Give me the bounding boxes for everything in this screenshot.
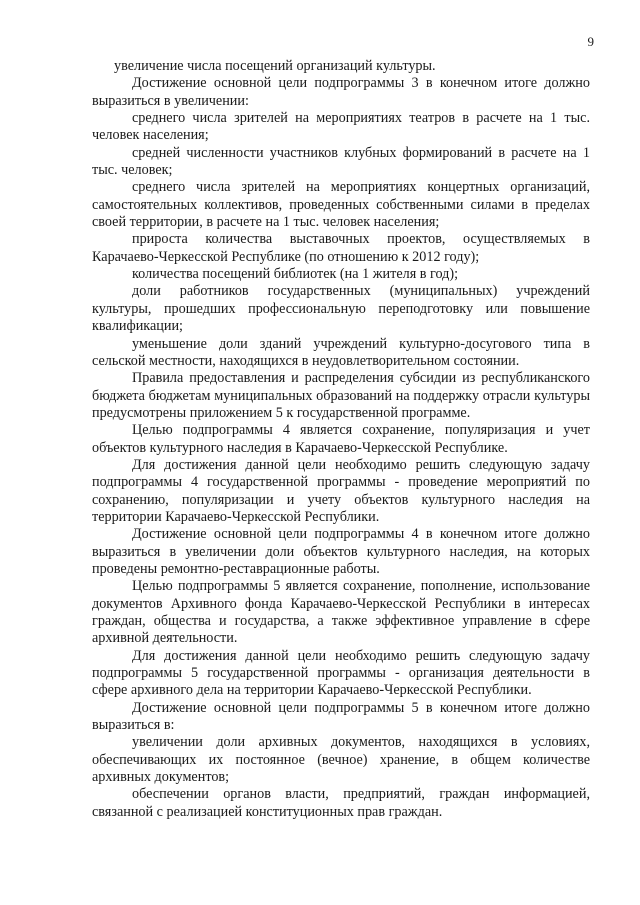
paragraph: Целью подпрограммы 4 является сохранение, популяризация и учет объектов культурного наследия в Карачаево-Черкесской Республике.	[92, 422, 590, 456]
document-body	[92, 58, 590, 821]
paragraph: увеличении доли архивных документов, находящихся в условиях, обеспечивающих их постоянное (вечное) хранение, в общем количестве архивных документов;	[92, 734, 590, 786]
paragraph: Правила предоставления и распределения субсидии из республиканского бюджета бюджетам муниципальных образований на поддержку отрасли культуры предусмотрены приложением 5 к государственной программе.	[92, 370, 590, 421]
page-number: 9	[587, 34, 594, 49]
paragraph: Достижение основной цели подпрограммы 4 в конечном итоге должно выразиться в увеличении доли объектов культурного наследия, на которых проведены ремонтно-реставрационные работы.	[92, 526, 590, 577]
paragraph: уменьшение доли зданий учреждений культурно-досугового типа в сельской местности, находящихся в неудовлетворительном состоянии.	[92, 335, 590, 369]
paragraph: Для достижения данной цели необходимо решить следующую задачу подпрограммы 4 государственной программы - проведение мероприятий по сохранению, популяризации и учету объектов культурного наследия на территории Карачаево-Черкесской Республики.	[92, 456, 590, 525]
paragraph: Целью подпрограммы 5 является сохранение, пополнение, использование документов Архивного фонда Карачаево-Черкесской Республики в интересах граждан, общества и государства, а также эффективное управление в сфере архивной деятельности.	[92, 578, 590, 647]
paragraph: количества посещений библиотек (на 1 жителя в год);	[132, 266, 459, 283]
paragraph: Для достижения данной цели необходимо решить следующую задачу подпрограммы 5 государственной программы - организация деятельности в сфере архивного дела на территории Карачаево-Черкесской Республики.	[92, 647, 590, 699]
paragraph: Достижение основной цели подпрограммы 5 в конечном итоге должно выразиться в:	[92, 699, 590, 734]
paragraph: среднего числа зрителей на мероприятиях театров в расчете на 1 тыс. человек населения;	[92, 110, 590, 144]
paragraph: доли работников государственных (муниципальных) учреждений культуры, прошедших профессиональную переподготовку или повышение квалификации;	[92, 283, 590, 335]
paragraph: Достижение основной цели подпрограммы 3 в конечном итоге должно выразиться в увеличении:	[92, 75, 590, 109]
paragraph: обеспечении органов власти, предприятий, граждан информацией, связанной с реализацией конституционных прав граждан.	[92, 786, 590, 820]
paragraph: прироста количества выставочных проектов, осуществляемых в Карачаево-Черкесской Республике (по отношению к 2012 году);	[92, 231, 590, 265]
paragraph: увеличение числа посещений организаций культуры.	[114, 58, 436, 74]
paragraph: средней численности участников клубных формирований в расчете на 1 тыс. человек;	[92, 144, 590, 179]
paragraph: среднего числа зрителей на мероприятиях концертных организаций, самостоятельных коллективов, проведенных собственными силами в пределах своей территории, в расчете на 1 тыс. человек населения;	[92, 179, 590, 231]
